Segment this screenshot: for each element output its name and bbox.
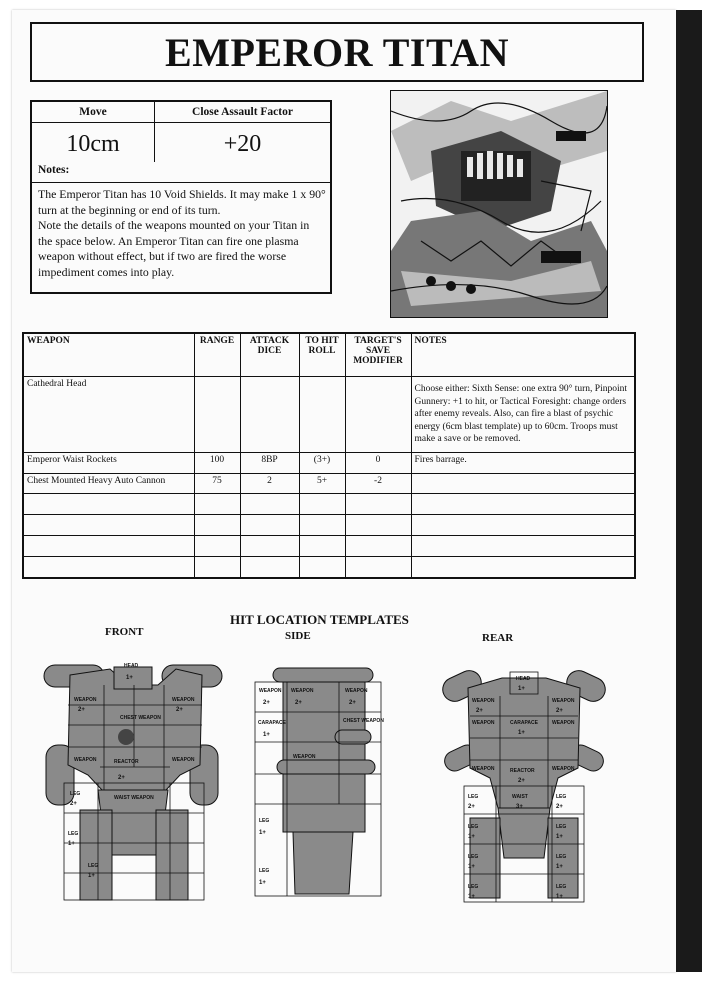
weapon-save-modifier	[345, 494, 411, 515]
front-leg-label: LEG	[70, 791, 81, 797]
weapon-range	[194, 377, 240, 453]
weapon-notes: Fires barrage.	[411, 453, 635, 474]
weapon-to-hit	[299, 515, 345, 536]
front-weapon-label: WEAPON	[172, 757, 195, 763]
weapon-attack-dice	[240, 377, 299, 453]
close-assault-label: Close Assault Factor	[155, 101, 332, 123]
close-assault-value: +20	[155, 123, 332, 167]
emperor-titan-illustration	[390, 90, 608, 318]
weapon-attack-dice	[240, 494, 299, 515]
side-weapon-value: 2+	[263, 700, 270, 706]
rear-view-label: REAR	[482, 632, 514, 644]
front-weapon-value: 2+	[176, 707, 183, 713]
weapon-name	[23, 494, 194, 515]
weapon-attack-dice: 2	[240, 474, 299, 494]
stats-table	[30, 100, 332, 167]
move-label: Move	[31, 101, 155, 123]
weapon-name	[23, 536, 194, 557]
front-head-label: HEAD	[124, 663, 139, 669]
rear-leg-label: LEG	[556, 824, 567, 830]
rear-leg-label: LEG	[468, 884, 479, 890]
side-leg-value: 1+	[259, 830, 266, 836]
front-leg-value: 2+	[70, 801, 77, 807]
table-row	[23, 515, 635, 536]
rear-leg-label: LEG	[556, 884, 567, 890]
rear-head-label: HEAD	[516, 676, 531, 682]
rear-leg-label: LEG	[468, 824, 479, 830]
side-weapon-label: WEAPON	[293, 754, 316, 760]
side-chest-weapon-label: CHEST WEAPON	[343, 718, 384, 724]
side-carapace-value: 1+	[263, 732, 270, 738]
front-reactor-label: REACTOR	[114, 759, 139, 765]
front-leg-label: LEG	[88, 863, 99, 869]
rear-leg-value: 1+	[468, 894, 475, 900]
weapon-attack-dice: 8BP	[240, 453, 299, 474]
page-title: EMPEROR TITAN	[165, 29, 509, 75]
rear-leg-value: 2+	[468, 804, 475, 810]
notes-paragraph-1: The Emperor Titan has 10 Void Shields. It may make 1 x 90° turn at the beginning or end of its turn.	[38, 187, 326, 217]
weapon-attack-dice	[240, 515, 299, 536]
table-row	[23, 474, 635, 494]
table-row	[23, 536, 635, 557]
weapon-to-hit	[299, 536, 345, 557]
rear-waist-label: WAIST	[512, 794, 528, 800]
weapons-table	[22, 332, 636, 579]
attack-dice-col-header: ATTACK DICE	[240, 333, 299, 377]
weapon-to-hit: 5+	[299, 474, 345, 494]
side-weapon-label: WEAPON	[345, 688, 368, 694]
weapon-name	[23, 557, 194, 578]
rear-leg-value: 1+	[556, 864, 563, 870]
rear-waist-value: 3+	[516, 804, 523, 810]
side-weapon-label: WEAPON	[291, 688, 314, 694]
table-row	[23, 494, 635, 515]
weapon-save-modifier	[345, 377, 411, 453]
side-leg-label: LEG	[259, 868, 270, 874]
weapon-range	[194, 536, 240, 557]
rear-leg-label: LEG	[556, 794, 567, 800]
rear-head-value: 1+	[518, 686, 525, 692]
weapon-save-modifier	[345, 557, 411, 578]
weapon-attack-dice	[240, 557, 299, 578]
weapon-to-hit	[299, 494, 345, 515]
weapon-name: Emperor Waist Rockets	[23, 453, 194, 474]
weapon-notes	[411, 515, 635, 536]
rear-reactor-label: REACTOR	[510, 768, 535, 774]
weapon-notes: Choose either: Sixth Sense: one extra 90° turn, Pinpoint Gunnery: +1 to hit, or Tactical Foresight: change orders after enemy reveals. Also, can fire a blast of psychic energy (6cm blast template) up to 60cm. Troops must make a save or be removed.	[411, 377, 635, 453]
weapon-name: Cathedral Head	[23, 377, 194, 453]
rear-leg-label: LEG	[556, 854, 567, 860]
rear-weapon-value: 2+	[476, 708, 483, 714]
weapon-notes	[411, 557, 635, 578]
rear-leg-label: LEG	[468, 854, 479, 860]
rear-weapon-value: 2+	[556, 708, 563, 714]
move-value: 10cm	[31, 123, 155, 167]
rear-leg-value: 2+	[556, 804, 563, 810]
notes-paragraph-2: Note the details of the weapons mounted on your Titan in the space below. An Emperor Titan can fire one plasma weapon without effect, but if two are fired the worse impediment comes into play.	[38, 218, 310, 279]
rear-leg-value: 1+	[556, 834, 563, 840]
front-chest-weapon-label: CHEST WEAPON	[120, 715, 161, 721]
range-col-header: RANGE	[194, 333, 240, 377]
rear-weapon-label: WEAPON	[472, 720, 495, 726]
rear-weapon-label: WEAPON	[472, 766, 495, 772]
front-weapon-value: 2+	[78, 707, 85, 713]
front-view-label: FRONT	[105, 626, 144, 638]
weapon-notes	[411, 494, 635, 515]
front-hit-template	[40, 655, 230, 903]
rear-leg-value: 1+	[468, 834, 475, 840]
save-modifier-col-header: TARGET'S SAVE MODIFIER	[345, 333, 411, 377]
side-leg-value: 1+	[259, 880, 266, 886]
weapon-to-hit	[299, 377, 345, 453]
side-weapon-value: 2+	[349, 700, 356, 706]
rear-carapace-label: CARAPACE	[510, 720, 538, 726]
front-head-value: 1+	[126, 675, 133, 681]
weapon-name: Chest Mounted Heavy Auto Cannon	[23, 474, 194, 494]
table-row	[23, 377, 635, 453]
side-hit-template	[253, 662, 385, 902]
front-leg-label: LEG	[68, 831, 79, 837]
side-carapace-label: CARAPACE	[258, 720, 286, 726]
hit-location-title: HIT LOCATION TEMPLATES	[230, 612, 409, 627]
weapon-save-modifier: -2	[345, 474, 411, 494]
weapon-notes	[411, 474, 635, 494]
notes-box	[30, 162, 332, 294]
page-binding-edge	[676, 10, 702, 972]
weapon-range: 75	[194, 474, 240, 494]
rear-leg-value: 1+	[556, 894, 563, 900]
weapon-notes	[411, 536, 635, 557]
weapon-to-hit: (3+)	[299, 453, 345, 474]
notes-label: Notes:	[32, 162, 330, 183]
weapon-col-header: WEAPON	[23, 333, 194, 377]
side-leg-label: LEG	[259, 818, 270, 824]
rear-weapon-label: WEAPON	[552, 766, 575, 772]
weapon-to-hit	[299, 557, 345, 578]
weapon-range: 100	[194, 453, 240, 474]
rear-leg-label: LEG	[468, 794, 479, 800]
side-view-label: SIDE	[285, 630, 311, 642]
table-row	[23, 557, 635, 578]
front-leg-value: 1+	[68, 841, 75, 847]
front-leg-value: 1+	[88, 873, 95, 879]
weapon-save-modifier: 0	[345, 453, 411, 474]
rear-weapon-label: WEAPON	[552, 720, 575, 726]
weapon-name	[23, 515, 194, 536]
front-weapon-label: WEAPON	[74, 697, 97, 703]
weapon-save-modifier	[345, 536, 411, 557]
weapon-range	[194, 494, 240, 515]
rear-carapace-value: 1+	[518, 730, 525, 736]
weapon-attack-dice	[240, 536, 299, 557]
rear-reactor-value: 2+	[518, 778, 525, 784]
weapon-range	[194, 515, 240, 536]
rear-hit-template	[440, 668, 610, 904]
side-weapon-label: WEAPON	[259, 688, 282, 694]
rear-weapon-label: WEAPON	[552, 698, 575, 704]
table-row	[23, 453, 635, 474]
notes-text	[32, 183, 330, 280]
weapon-save-modifier	[345, 515, 411, 536]
front-reactor-value: 2+	[118, 775, 125, 781]
front-waist-weapon-label: WAIST WEAPON	[114, 795, 154, 801]
title-box	[30, 22, 644, 82]
rear-leg-value: 1+	[468, 864, 475, 870]
side-weapon-value: 2+	[295, 700, 302, 706]
notes-col-header: NOTES	[411, 333, 635, 377]
weapon-range	[194, 557, 240, 578]
rear-weapon-label: WEAPON	[472, 698, 495, 704]
front-weapon-label: WEAPON	[74, 757, 97, 763]
to-hit-col-header: TO HIT ROLL	[299, 333, 345, 377]
front-weapon-label: WEAPON	[172, 697, 195, 703]
